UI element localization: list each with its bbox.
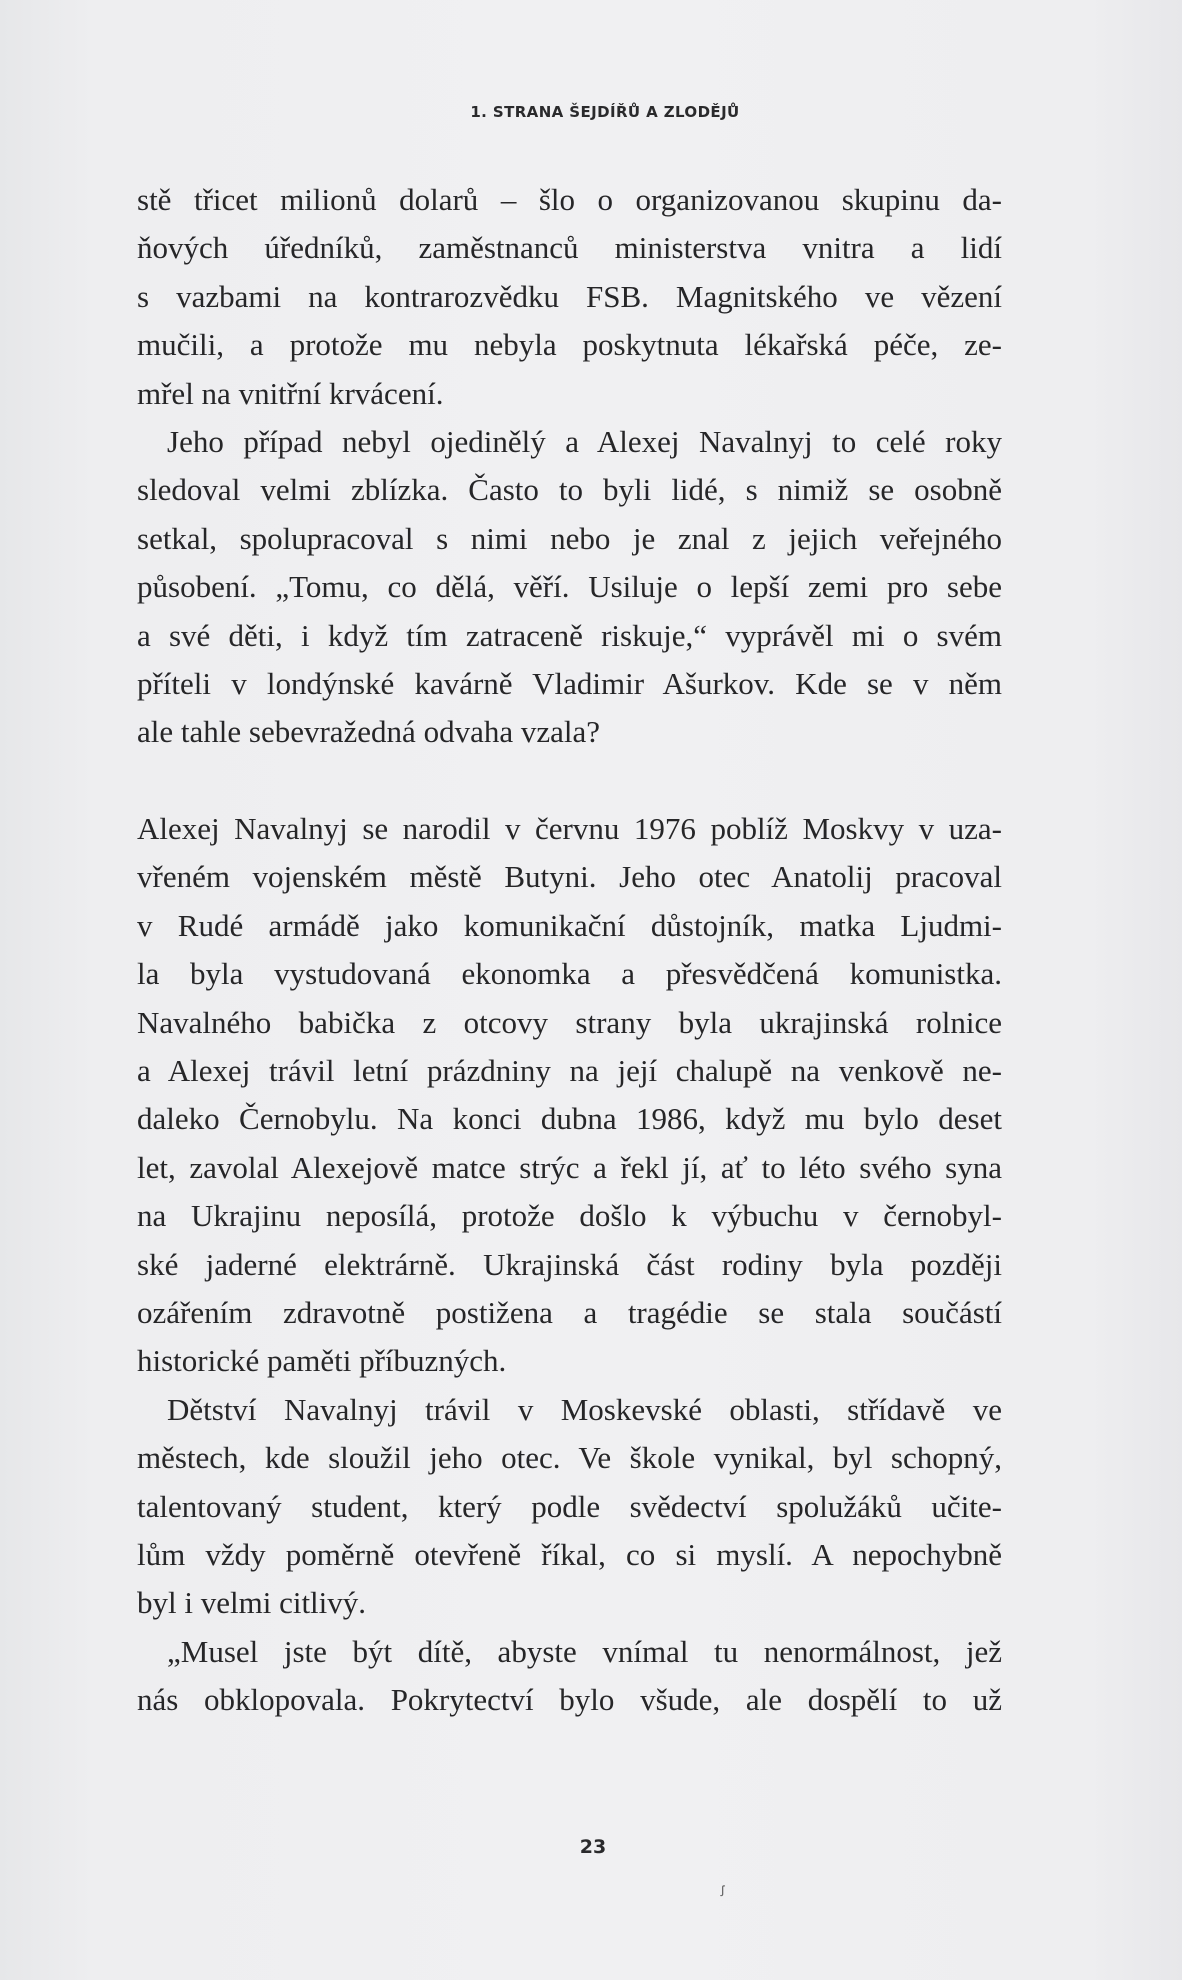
text-line: na Ukrajinu neposílá, protože došlo k výbuchu v černobyl- [137, 1198, 1002, 1234]
body-text [137, 176, 1002, 1725]
text-line: v Rudé armádě jako komunikační důstojník, matka Ljudmi- [137, 907, 1002, 943]
text-line: nás obklopovala. Pokrytectví bylo všude, ale dospělí to už [137, 1682, 1002, 1718]
text-line: „Musel jste být dítě, abyste vnímal tu nenormálnost, jež [167, 1633, 1002, 1669]
page-number-text: 23 [579, 1836, 607, 1858]
text-line: sledoval velmi zblízka. Často to byli lidé, s nimiž se osobně [137, 472, 1002, 508]
text-line: mučili, a protože mu nebyla poskytnuta lékařská péče, ze- [137, 327, 1002, 363]
text-line: ozářením zdravotně postižena a tragédie se stala součástí [137, 1294, 1002, 1330]
running-head [0, 103, 1182, 121]
text-line: Dětství Navalnyj trávil v Moskevské oblasti, střídavě ve [167, 1391, 1002, 1427]
section-break [137, 757, 1002, 805]
text-line: daleko Černobylu. Na konci dubna 1986, když mu bylo deset [137, 1101, 1002, 1137]
text-line: la byla vystudovaná ekonomka a přesvědčená komunistka. [137, 956, 1002, 992]
text-line: příteli v londýnské kavárně Vladimir Ašurkov. Kde se v něm [137, 666, 1002, 702]
text-line: mřel na vnitřní krvácení. [137, 375, 444, 411]
text-line: ale tahle sebevražedná odvaha vzala? [137, 714, 600, 750]
text-line: s vazbami na kontrarozvědku FSB. Magnitského ve vězení [137, 278, 1002, 314]
text-line: Jeho případ nebyl ojedinělý a Alexej Navalnyj to celé roky [167, 424, 1002, 460]
text-line: vřeném vojenském městě Butyni. Jeho otec Anatolij pracoval [137, 859, 1002, 895]
text-line: lům vždy poměrně otevřeně říkal, co si myslí. A nepochybně [137, 1536, 1002, 1572]
text-line: městech, kde sloužil jeho otec. Ve škole vynikal, byl schopný, [137, 1440, 1002, 1476]
page-number [0, 1836, 1182, 1858]
footer-mark: ꭍ [720, 1884, 726, 1900]
text-line: stě třicet milionů dolarů – šlo o organizovanou skupinu da- [137, 182, 1002, 217]
text-line: ňových úředníků, zaměstnanců ministerstva vnitra a lidí [137, 230, 1002, 266]
text-line: byl i velmi citlivý. [137, 1585, 367, 1621]
text-line: a Alexej trávil letní prázdniny na její chalupě na venkově ne- [137, 1052, 1002, 1088]
text-line: Navalného babička z otcovy strany byla ukrajinská rolnice [137, 1004, 1002, 1040]
text-line: talentovaný student, který podle svědectví spolužáků učite- [137, 1488, 1002, 1524]
running-head-text: 1. STRANA ŠEJDÍŘŮ A ZLODĚJŮ [470, 103, 740, 121]
text-line: Alexej Navalnyj se narodil v červnu 1976 poblíž Moskvy v uza- [137, 810, 1002, 846]
text-line: let, zavolal Alexejově matce strýc a řekl jí, ať to léto svého syna [137, 1149, 1002, 1185]
text-line: ské jaderné elektrárně. Ukrajinská část rodiny byla později [137, 1246, 1002, 1282]
text-line: setkal, spolupracoval s nimi nebo je znal z jejich veřejného [137, 520, 1002, 556]
text-line: a své děti, i když tím zatraceně riskuje,“ vyprávěl mi o svém [137, 617, 1002, 653]
text-line: působení. „Tomu, co dělá, věří. Usiluje o lepší zemi pro sebe [137, 569, 1002, 605]
text-line: historické paměti příbuzných. [137, 1343, 507, 1379]
